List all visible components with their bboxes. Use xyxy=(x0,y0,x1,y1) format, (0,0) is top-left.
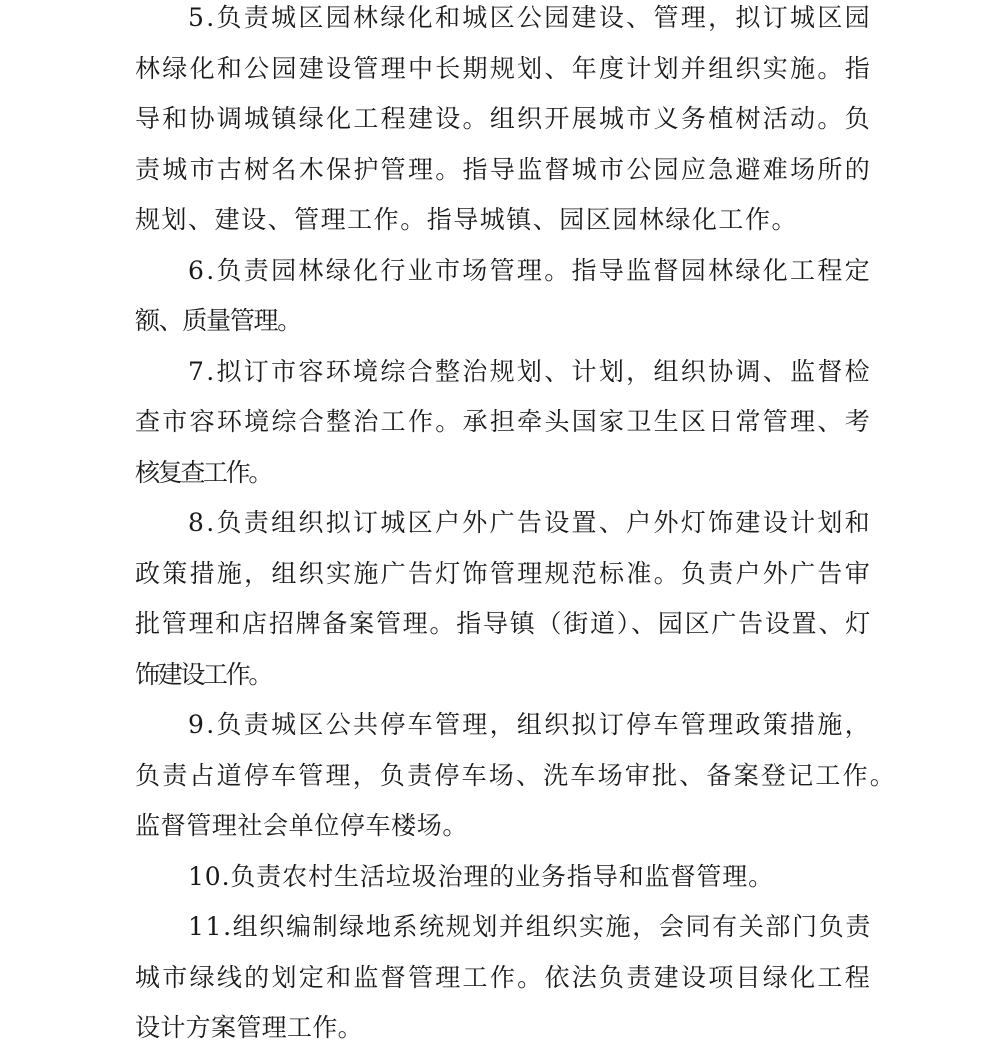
text-line xyxy=(135,958,872,998)
text-line xyxy=(135,200,798,240)
line-text: 6.负责园林绿化行业市场管理。指导监督园林绿化工程定 xyxy=(188,256,872,285)
line-text: 5.负责城区园林绿化和城区公园建设、管理，拟订城区园 xyxy=(188,3,872,32)
line-text: 林绿化和公园建设管理中长期规划、年度计划并组织实施。指 xyxy=(135,54,872,83)
line-text: 查市容环境综合整治工作。承担牵头国家卫生区日常管理、考 xyxy=(135,407,872,436)
line-text: 10.负责农村生活垃圾治理的业务指导和监督管理。 xyxy=(188,862,775,891)
line-text: 核复查工作。 xyxy=(135,458,271,487)
line-text: 8.负责组织拟订城区户外广告设置、户外灯饰建设计划和 xyxy=(188,508,872,537)
line-text: 城市绿线的划定和监督管理工作。依法负责建设项目绿化工程 xyxy=(135,963,872,992)
line-text: 饰建设工作。 xyxy=(135,660,271,689)
line-text: 额、质量管理。 xyxy=(135,306,301,335)
text-line xyxy=(135,1008,363,1048)
line-text: 规划、建设、管理工作。指导城镇、园区园林绿化工作。 xyxy=(135,205,798,234)
text-line xyxy=(188,857,774,897)
line-text: 导和协调城镇绿化工程建设。组织开展城市义务植树活动。负 xyxy=(135,104,872,133)
text-line xyxy=(135,49,872,89)
text-line xyxy=(188,0,872,38)
line-text: 监督管理社会单位停车楼场。 xyxy=(135,811,468,840)
text-line xyxy=(135,453,271,493)
text-line xyxy=(135,150,872,190)
line-text: 7.拟订市容环境综合整治规划、计划，组织协调、监督检 xyxy=(188,357,872,386)
text-line xyxy=(135,655,271,695)
text-line xyxy=(135,301,301,341)
text-line xyxy=(135,402,872,442)
text-line xyxy=(188,352,872,392)
line-text: 责城市古树名木保护管理。指导监督城市公园应急避难场所的 xyxy=(135,155,872,184)
text-line xyxy=(188,705,872,745)
text-line xyxy=(188,503,872,543)
text-line xyxy=(135,756,897,796)
line-text: 政策措施，组织实施广告灯饰管理规范标准。负责户外广告审 xyxy=(135,559,872,588)
text-line xyxy=(135,806,468,846)
line-text: 9.负责城区公共停车管理，组织拟订停车管理政策措施， xyxy=(188,710,872,739)
line-text: 批管理和店招牌备案管理。指导镇（街道）、园区广告设置、灯 xyxy=(135,609,872,638)
text-line xyxy=(135,604,872,644)
text-line xyxy=(135,99,872,139)
text-line xyxy=(135,554,872,594)
line-text: 11.组织编制绿地系统规划并组织实施，会同有关部门负责 xyxy=(188,912,872,941)
text-line xyxy=(188,251,872,291)
line-text: 负责占道停车管理，负责停车场、洗车场审批、备案登记工作。 xyxy=(135,761,897,790)
text-line xyxy=(188,907,872,947)
line-text: 设计方案管理工作。 xyxy=(135,1013,363,1042)
